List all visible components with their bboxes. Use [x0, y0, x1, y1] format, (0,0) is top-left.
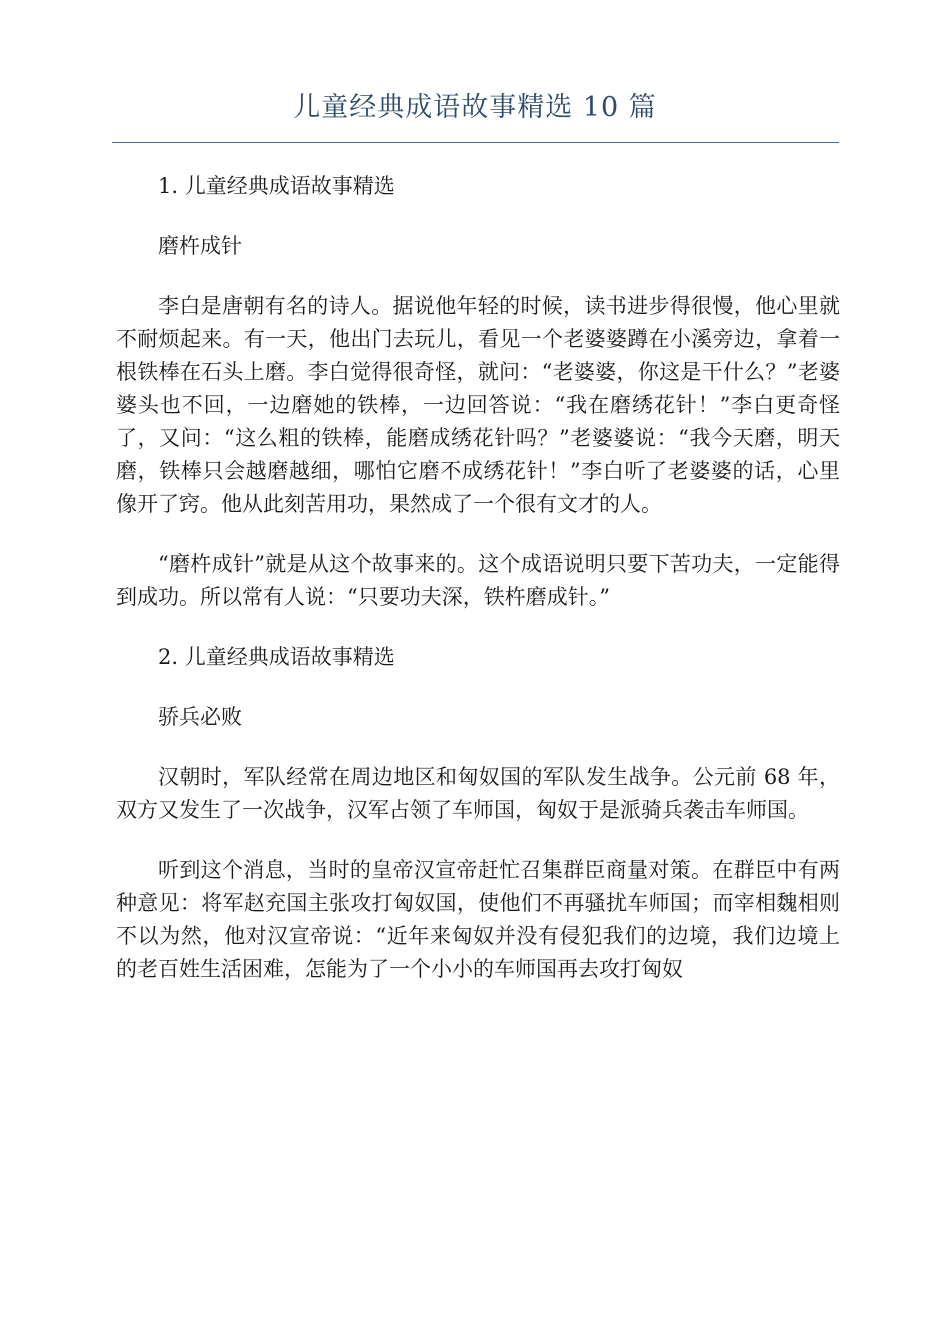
document-body [116, 160, 840, 1013]
story-title-2: 骄兵必败 [158, 705, 242, 729]
story-paragraph: 汉朝时，军队经常在周边地区和匈奴国的军队发生战争。公元前 68 年，双方又发生了一次战争，汉军占领了车师国，匈奴于是派骑兵袭击车师国。 [116, 765, 840, 822]
title-divider [112, 142, 839, 143]
story-title-1: 磨杵成针 [158, 234, 242, 258]
story-paragraph: 李白是唐朝有名的诗人。据说他年轻的时候，读书进步得很慢，他心里就不耐烦起来。有一天，他出门去玩儿，看见一个老婆婆蹲在小溪旁边，拿着一根铁棒在石头上磨。李白觉得很奇怪，就问：“老婆婆，你这是干什么？”老婆婆头也不回，一边磨她的铁棒，一边回答说：“我在磨绣花针！”李白更奇怪了，又问：“这么粗的铁棒，能磨成绣花针吗？”老婆婆说：“我今天磨，明天磨，铁棒只会越磨越细，哪怕它磨不成绣花针！”李白听了老婆婆的话，心里像开了窍。他从此刻苦用功，果然成了一个很有文才的人。 [116, 294, 840, 516]
section-heading-1: 1. 儿童经典成语故事精选 [158, 174, 395, 198]
story-paragraph: 听到这个消息，当时的皇帝汉宣帝赶忙召集群臣商量对策。在群臣中有两种意见：将军赵充国主张攻打匈奴国，使他们不再骚扰车师国；而宰相魏相则不以为然，他对汉宣帝说：“近年来匈奴并没有侵犯我们的边境，我们边境上的老百姓生活困难，怎能为了一个小小的车师国再去攻打匈奴 [116, 858, 840, 981]
section-heading-2: 2. 儿童经典成语故事精选 [158, 645, 395, 669]
story-paragraph: “磨杵成针”就是从这个故事来的。这个成语说明只要下苦功夫，一定能得到成功。所以常有人说：“只要功夫深，铁杵磨成针。” [116, 552, 840, 609]
document-title: 儿童经典成语故事精选 10 篇 [293, 92, 657, 123]
